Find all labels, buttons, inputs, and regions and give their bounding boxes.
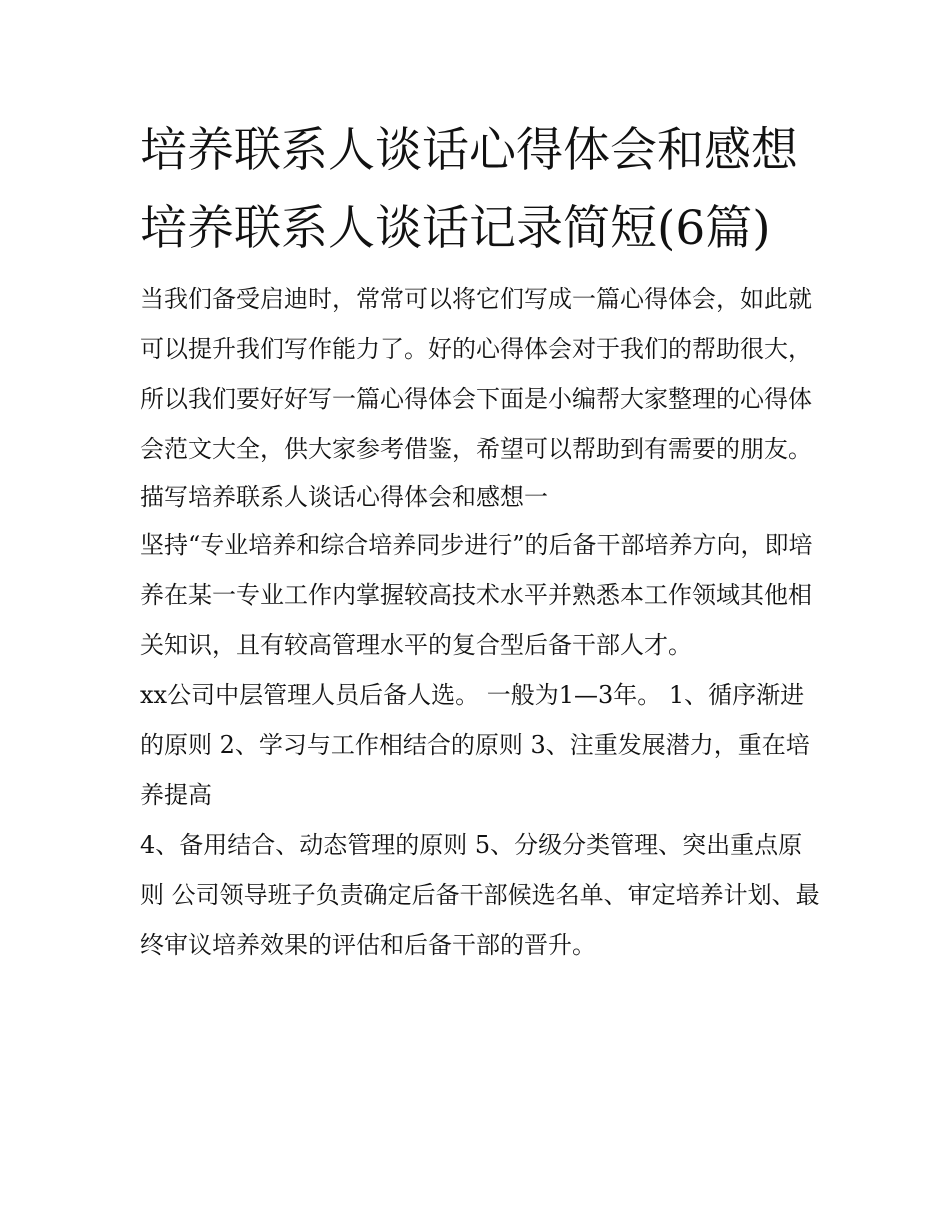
document-page <box>140 112 820 970</box>
body-paragraph-management: 4、备用结合、动态管理的原则 5、分级分类管理、突出重点原则 公司领导班子负责确定后备干部候选名单、审定培养计划、最终审议培养效果的评估和后备干部的晋升。 <box>140 831 820 959</box>
section-heading: 描写培养联系人谈话心得体会和感想一 <box>140 483 548 511</box>
intro-paragraph: 当我们备受启迪时，常常可以将它们写成一篇心得体会，如此就可以提升我们写作能力了。好的心得体会对于我们的帮助很大，所以我们要好好写一篇心得体会下面是小编帮大家整理的心得体会范文大全，供大家参考借鉴，希望可以帮助到有需要的朋友。 <box>140 285 812 463</box>
document-title: 培养联系人谈话心得体会和感想 培养联系人谈话记录简短(6篇) <box>140 123 798 256</box>
body-paragraph-direction: 坚持“专业培养和综合培养同步进行”的后备干部培养方向，即培养在某一专业工作内掌握较高技术水平并熟悉本工作领域其他相关知识，且有较高管理水平的复合型后备干部人才。 <box>140 531 813 659</box>
body-paragraph-principles: xx公司中层管理人员后备人选。 一般为1—3年。 1、循序渐进的原则 2、学习与工作相结合的原则 3、注重发展潜力，重在培养提高 <box>140 681 810 809</box>
